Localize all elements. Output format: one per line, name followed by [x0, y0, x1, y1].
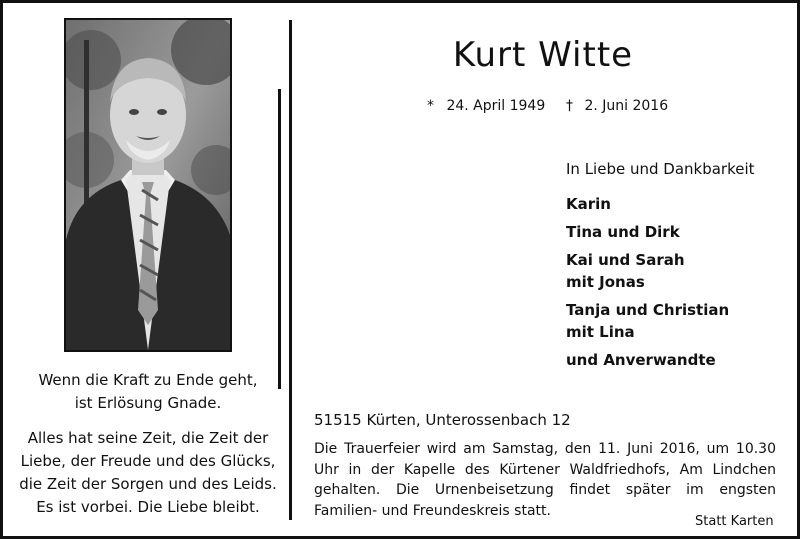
mourner-name: Tanja und Christian: [566, 301, 730, 319]
death-date-line: [566, 98, 668, 114]
verse-stanza-2: [15, 427, 281, 519]
verse-line: die Zeit der Sorgen und des Leids.: [19, 475, 277, 493]
mourner-name: Karin: [566, 195, 611, 213]
verse-line: ist Erlösung Gnade.: [74, 394, 222, 412]
verse-line: Liebe, der Freude und des Glücks,: [20, 452, 276, 470]
family-address: 51515 Kürten, Unterossenbach 12: [314, 411, 571, 429]
verse-stanza-1: [23, 369, 273, 415]
mourner-name: und Anverwandte: [566, 351, 716, 369]
portrait-photo: [64, 18, 232, 352]
mourner-group: [566, 299, 729, 343]
footer-note: Statt Karten: [695, 514, 774, 529]
birth-symbol: *: [427, 98, 434, 114]
mourner-name: Tina und Dirk: [566, 223, 680, 241]
portrait-image: [66, 20, 230, 350]
verse-line: Alles hat seine Zeit, die Zeit der: [27, 429, 269, 447]
verse-line: Wenn die Kraft zu Ende geht,: [38, 371, 258, 389]
death-date: 2. Juni 2016: [584, 98, 669, 114]
mourner-name: Kai und Sarah: [566, 251, 685, 269]
vertical-divider-long: [289, 20, 292, 520]
mourner-name: mit Lina: [566, 323, 635, 341]
birth-date: 24. April 1949: [446, 98, 546, 114]
verse-line: Es ist vorbei. Die Liebe bleibt.: [36, 498, 260, 516]
mourners-intro: In Liebe und Dankbarkeit: [566, 160, 755, 178]
birth-date-line: [427, 98, 545, 114]
mourner-group: [566, 349, 716, 371]
funeral-details: Die Trauerfeier wird am Samstag, den 11. Juni 2016, um 10.30 Uhr in der Kapelle des Kürtener Waldfriedhofs, Am Lindchen gehalten. Die Urnenbeisetzung findet später im engsten Familien- und Freundeskreis statt.: [314, 441, 776, 519]
mourner-group: [566, 221, 680, 243]
deceased-name: Kurt Witte: [452, 35, 634, 75]
vertical-divider-short: [278, 89, 281, 389]
death-symbol: †: [566, 98, 573, 114]
mourner-group: [566, 193, 611, 215]
mourner-name: mit Jonas: [566, 273, 645, 291]
mourner-group: [566, 249, 685, 293]
